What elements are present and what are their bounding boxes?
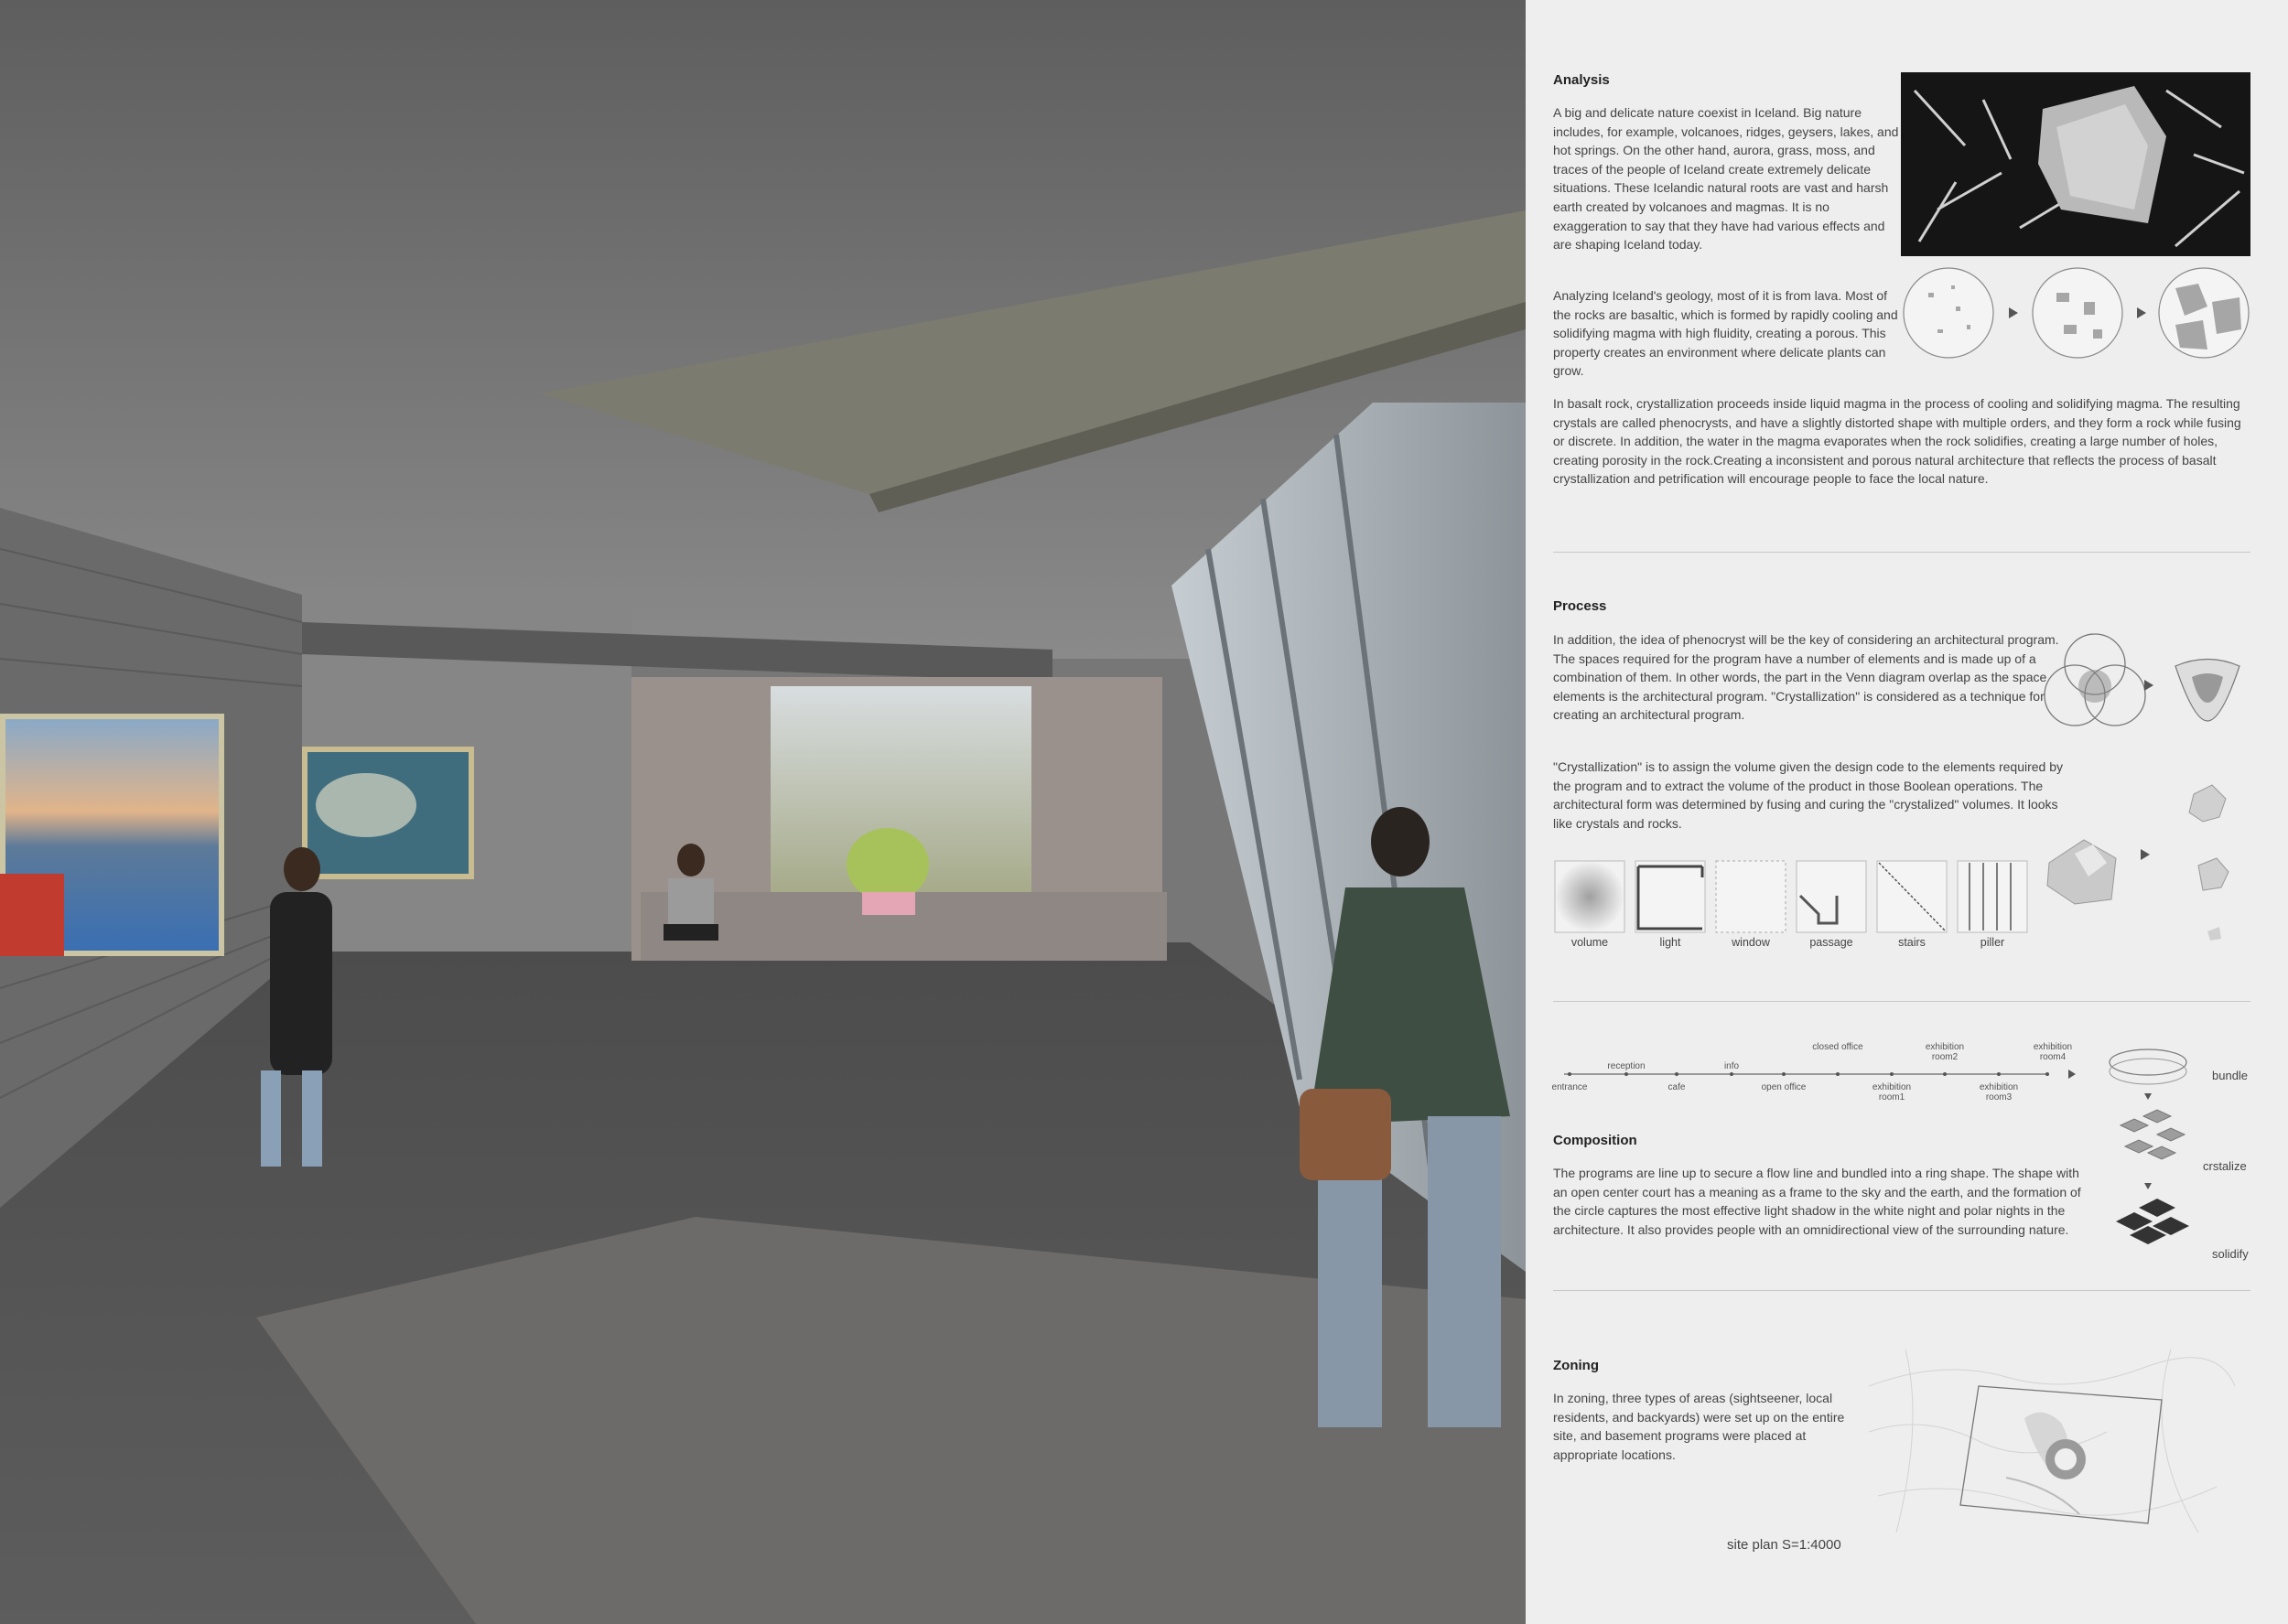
zoning-heading: Zoning (1553, 1358, 1599, 1373)
crystal-volume-diagram (2038, 776, 2249, 950)
element-label-passage: passage (1809, 936, 1853, 949)
timeline-top-2: info (1723, 1061, 1740, 1071)
composition-paragraph: The programs are line up to secure a flow line and bundled into a ring shape. The shape with an open center court has a meaning as a frame to the sky and the earth, and the formation of the circle captures the most effective light shadow in the white night and polar nights in the architecture. It also provides people with an omnidirectional view of the surrounding nature. (1553, 1166, 2081, 1237)
basalt-micrograph-image (1901, 72, 2250, 256)
zoning-paragraph: In zoning, three types of areas (sightseener, local residents, and backyards) were set up on the entire site, and basement programs were placed at appropriate locations. (1553, 1391, 1845, 1462)
text-panel (1526, 0, 2288, 1624)
step-label-solidify: solidify (2212, 1247, 2249, 1261)
step-label-crstalize: crstalize (2203, 1159, 2247, 1173)
crystallization-diagram (1901, 265, 2250, 360)
element-label-window: window (1732, 936, 1770, 949)
divider-2 (1553, 1001, 2250, 1002)
analysis-heading: Analysis (1553, 72, 1610, 88)
element-label-light: light (1659, 936, 1681, 949)
site-plan-caption: site plan S=1:4000 (1727, 1537, 1841, 1553)
program-timeline (1553, 1036, 2084, 1109)
element-label-volume: volume (1570, 936, 1609, 949)
element-label-stairs: stairs (1898, 936, 1926, 949)
process-paragraph-2: "Crystallization" is to assign the volume given the design code to the elements required by the program and to extract the volume of the product in those Boolean operations. The architectural form was determined by fusing and curing the "crystalized" volumes. It looks like crystals and rocks. (1553, 759, 2064, 831)
step-label-bundle: bundle (2212, 1069, 2249, 1082)
composition-heading: Composition (1553, 1133, 1637, 1148)
divider-1 (1553, 552, 2250, 553)
timeline-bottom-5: exhibition room3 (1979, 1082, 2019, 1102)
timeline-bottom-1: entrance (1551, 1082, 1588, 1092)
process-paragraph-1: In addition, the idea of phenocryst will be the key of considering an architectural program. The spaces required for the program have a number of elements and is made up of a combination of them. In other words, the part in the Venn diagram overlap as the space elements is the architectural program. "Crystallization" is considered as a technique for creating an architectural program. (1553, 632, 2059, 723)
divider-3 (1553, 1290, 2250, 1291)
timeline-top-1: reception (1607, 1061, 1646, 1071)
site-plan-map (1869, 1350, 2235, 1533)
timeline-top-5: exhibition room4 (2033, 1042, 2073, 1062)
process-heading: Process (1553, 598, 1607, 614)
timeline-top-4: exhibition room2 (1925, 1042, 1965, 1062)
element-label-piller: piller (1980, 936, 2005, 949)
analysis-paragraph-3: In basalt rock, crystallization proceeds inside liquid magma in the process of cooling and solidifying magma. The resulting crystals are called phenocrysts, and have a slightly distorted shape with multiple orders, and they form a rock while fusing or discrete. In addition, the water in the magma evaporates when the rock solidifies, creating a large number of holes, creating porosity in the rock.Creating a inconsistent and porous natural architecture that reflects the process of basalt crystallization and petrification will encourage people to face the local nature. (1553, 396, 2241, 487)
analysis-paragraph-2: Analyzing Iceland's geology, most of it is from lava. Most of the rocks are basaltic, which is formed by rapidly cooling and solidifying magma with high fluidity, creating a porous. This property creates an environment where delicate plants can grow. (1553, 288, 1898, 379)
design-elements-row (1553, 859, 2029, 973)
formation-steps-diagram (2102, 1038, 2267, 1267)
venn-diagram (2038, 629, 2230, 739)
timeline-bottom-4: exhibition room1 (1872, 1082, 1912, 1102)
timeline-bottom-3: open office (1761, 1082, 1807, 1092)
timeline-bottom-2: cafe (1667, 1082, 1686, 1092)
timeline-top-3: closed office (1812, 1042, 1863, 1052)
analysis-paragraph-1: A big and delicate nature coexist in Iceland. Big nature includes, for example, volcanoes, ridges, geysers, lakes, and hot springs. On the other hand, aurora, grass, moss, and traces of the people of Iceland create extremely delicate situations. These Icelandic natural roots are vast and harsh earth created by volcanoes and magmas. It is no exaggeration to say that they have had various effects and are shaping Iceland today. (1553, 105, 1899, 253)
